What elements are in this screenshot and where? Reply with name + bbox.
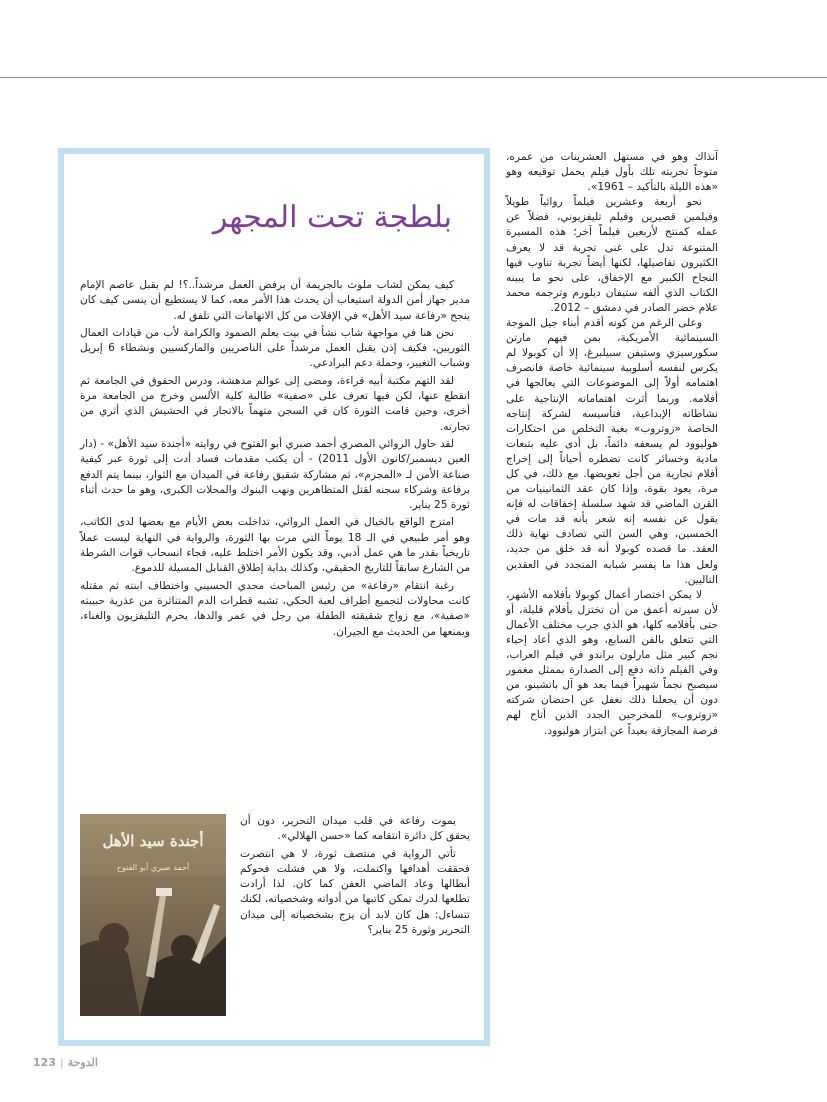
book-cover-photo — [80, 876, 226, 1016]
book-cover-image — [80, 814, 226, 1016]
article-paragraph: لقد التهم مكتبة أبيه قراءة، ومضى إلى عوالم مدهشة، ودرس الحقوق في الجامعة ثم انقطع عنها، لكن فيها تعرف على «صفية» طالبة كلية الألسن وخرج من الجامعة مرة أخرى، وحين قامت الثورة كان في السجن متهماً بالاتجار في الحشيش الذي أثري من تجارته. — [80, 374, 470, 433]
right-col-paragraph: وعلى الرغم من كونه أقدم أبناء جيل الموجة السينمائية الأمريكية، بمن فيهم مارتن سكورسيزي وستيفن سبيلبرغ، إلا أن كوبولا لم يكرس لنفسه أسلوبية سينمائية خاصة فانصرف اهتمامه أولاً إلى الموضوعات التي يعالجها في أفلامه. وربما أثرت اهتماماته الإنتاجية على نشاطاته الإبداعية، فتأسيسه لشركة إنتاجه الخاصة «زوتروب» بغية التخلص من احتكارات هوليوود لم يسعفه دائماً، بل أدى عليه بتبعات مادية وخسائر كانت تضطره أحياناً إلى إخراج أفلام تجارية من أجل تعويضها. مع ذلك، في كل مرة، يعود بقوة، وإذا كان عقد الثمانينيات من القرن الماضي قد شهد سلسلة إخفاقات له فإنه يقول عن نفسه إنه شعر بأنه قد مات في الخمسين، وهي السن التي تصادف نهاية ذلك العقد. ما قصده كوبولا أنه قد خلق من جديد، ولعل هذا ما يفسر شبابه المتجدد في العقدين التاليين. — [506, 317, 718, 586]
magazine-logo: الدوحة — [67, 1056, 98, 1069]
article-paragraph: لقد حاول الروائي المصري أحمد صبري أبو الفتوح في روايته «أجندة سيد الأهل» - (دار العين ديسمبر/كانون الأول 2011) - أن يكتب مقدمات فساد أدت إلى ثورة عبر كيفية صناعة الأمن لـ «المجرم»، ثم مشاركة شقيق رفاعة في الميدان مع الثوار، بينما يتم الدفع برفاعة وشركاء سجنه لقتل المتظاهرين ونهب البنوك والمحلات الكبرى، وهو ما حدث أثناء ثورة 25 يناير. — [80, 437, 470, 512]
article-float-region — [80, 814, 470, 1016]
right-col-paragraph: آنذاك وهو في مستهل العشرينات من عمره، متوجاً تجربته تلك بأول فيلم يحمل توقيعه وهو «هذه الليلة بالتأكيد – 1961». — [506, 151, 718, 194]
page-header-band — [0, 0, 827, 78]
article-title: بلطجة تحت المجهر — [212, 200, 452, 235]
right-col-paragraph: لا يمكن اختصار أعمال كوبولا بأفلامه الأشهر، لأن سيرته أعمق من أن تختزل بأفلام قليلة، أو حتى بأفلامه كلها، هو الذي جرب مختلف الأعمال التي تتعلق بالفن السابع، وهو الذي أعاد إحياء نجم كبير مثل مارلون براندو في فيلم العراب، وفي الفيلم ذاته دفع إلى الصدارة بممثل مغمور سيصبح نجماً شهيراً فيما بعد هو آل باتشينو، من دون أن يجعلنا ذلك نغفل عن احتضان شركته «زوتروب» للمخرجين الجدد الذين أتاح لهم فرصة المجازفة بعيداً عن ابتزاز هوليوود. — [506, 588, 718, 737]
article-paragraph: تأتي الرواية في منتصف ثورة، لا هي انتصرت فحققت أهدافها واكتملت، ولا هي فشلت فحوكم أبطالها وعاد الماضي العفن كما كان. لذا أرادت تطلعها لدرك تمكن كاتبها من أدواته وشخصياته، لكنك تتساءل: هل كان لابد أن يزج بشخصياته إلى ميدان التحرير وثورة 25 يناير؟ — [240, 847, 470, 937]
page-footer — [33, 1056, 98, 1069]
header-divider — [0, 77, 827, 78]
article-paragraph: امتزج الواقع بالخيال في العمل الروائي، تداخلت بعض الأيام مع بعضها لدى الكاتب، وهو أمر طبيعي في الـ 18 يوماً التي مرت بها الثورة، والرواية في النهاية ليست عملاً تاريخياً بقدر ما هي عمل أدبي، وقد يكون الأمر اختلط عليه، فجاء انسحاب قوات الشرطة من الشارع سابقاً للتاريخ الحقيقي، وكذلك بداية إطلاق القنابل المسيلة للدموع. — [80, 516, 470, 575]
right-text-column — [506, 150, 718, 739]
article-paragraph: رغبة انتقام «رفاعة» من رئيس المباحث مجدي الحسيني واختطاف ابنته ثم مقتله كانت محاولات لتجميع أطراف لعبة الحكي، تشبه قطرات الدم المتناثرة من عذرية حبيبته «صفية»، مع زواج شقيقته الطفلة من رجل في عمر والدها، يحرم التليفزيون والغناء، ويمنعها من الحديث مع الجيران. — [80, 579, 470, 638]
article-sidebar-box — [58, 148, 490, 1046]
book-cover-title: أجندة سيد الأهل — [102, 832, 204, 850]
footer-separator: | — [59, 1056, 64, 1069]
page-number: 123 — [33, 1056, 56, 1069]
article-paragraph: يموت رفاعة في قلب ميدان التحرير، دون أن يحقق كل دائرة انتقامه كما «حسن الهلالي». — [240, 815, 470, 843]
article-paragraph: نحن هنا في مواجهة شاب نشأ في بيت يعلم الصمود والكرامة لأب من قيادات العمال الثوريين، فكيف إذن يقبل العمل مرشداً على الناصريين والماركسيين ونشطاء 6 إبريل وشباب التغيير، وحملة دعم البرادعي. — [80, 326, 471, 370]
article-paragraph: كيف يمكن لشاب ملوث بالجريمة أن يرفض العمل مرشداً..؟! لم يقبل عاصم الإمام مدير جهاز أمن الدولة استيعاب أن يحدث هذا الأمر معه، كما لا يستطيع أن ينسى كيف كان ينجح «رفاعة سيد الأهل» في الإفلات من كل الاتهامات التي تلفق له. — [80, 279, 470, 322]
right-col-paragraph: نحو أربعة وعشرين فيلماً روائياً طويلاً وفيلمين قصيرين وفيلم تليفزيوني، فضلاً عن عمله كمنتج لأربعين فيلماً آخر؛ هذه المسيرة المتنوعة تدل على غنى تجربة قد لا يعرف الكثيرون تفاصيلها، لكنها أيضاً تجربة تناوب فيها النجاح الكبير مع الإخفاق، على نحو ما يبينه الكتاب الذي ألفه ستيفان ديلورم وترجمه محمد علام خضر الصادر في دمشق – 2012. — [506, 196, 718, 314]
book-cover-author: أحمد صبري أبو الفتوح — [116, 863, 190, 872]
article-body — [80, 278, 470, 642]
